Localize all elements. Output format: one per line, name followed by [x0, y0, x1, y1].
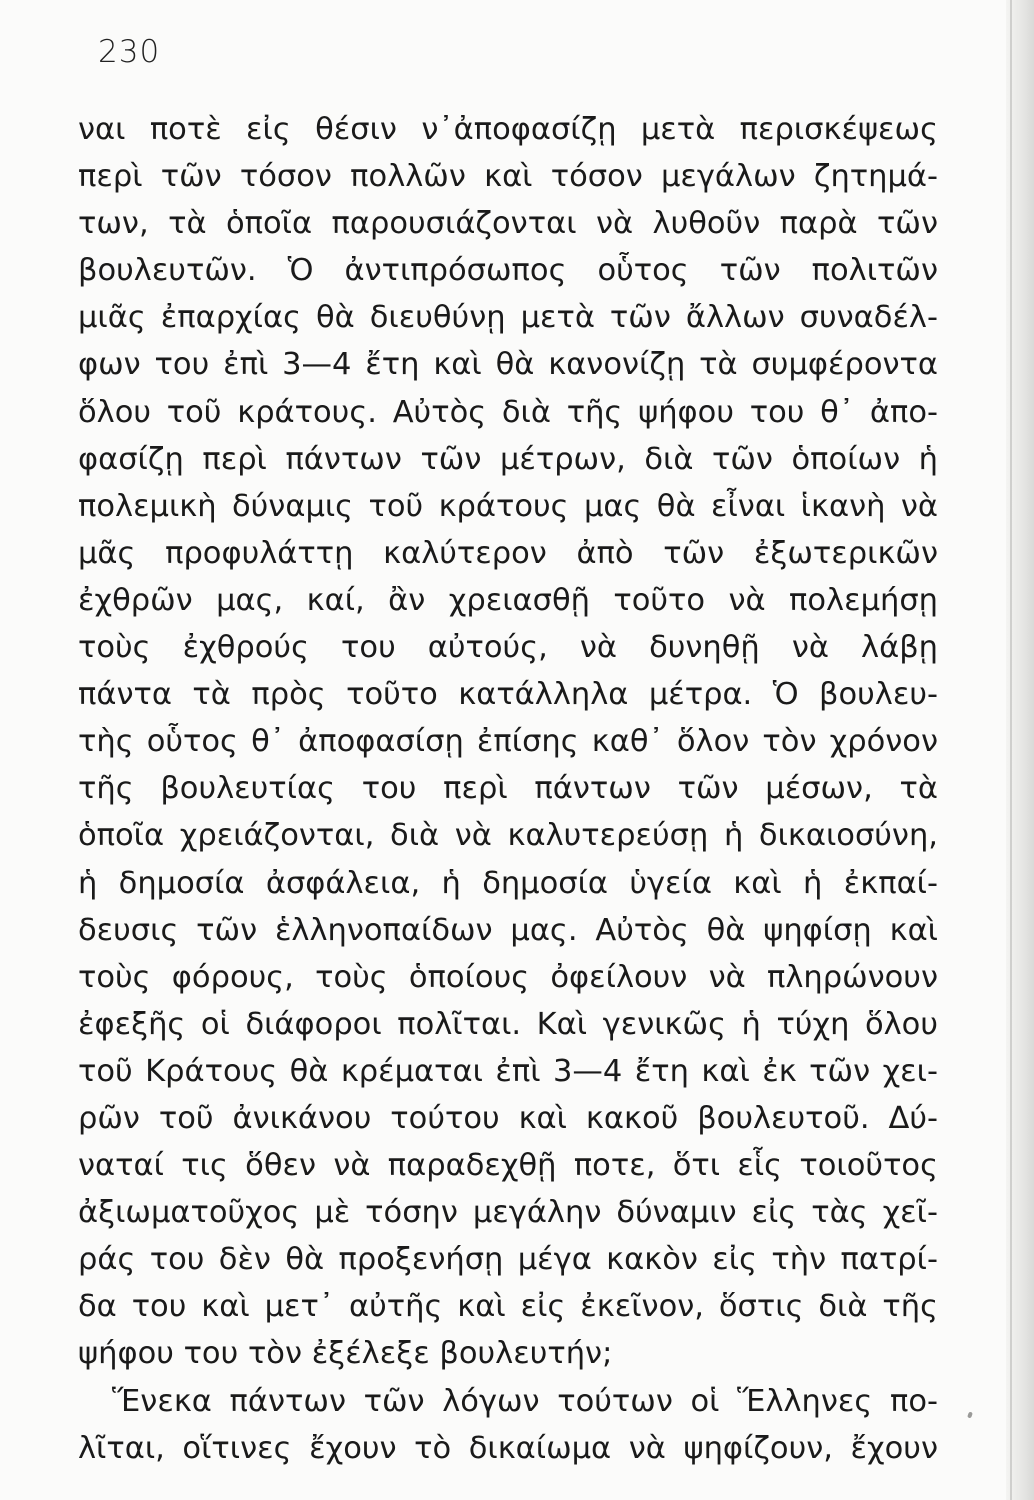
- text-line: πολεμικὴ δύναμις τοῦ κράτους μας θὰ εἶναι ἱκανὴ νὰ: [78, 488, 938, 524]
- page-number: 230: [98, 34, 161, 70]
- text-line: δα του καὶ μετ᾽ αὐτῆς καὶ εἰς ἐκεῖνον, ὅστις διὰ τῆς: [78, 1289, 938, 1325]
- text-line: των, τὰ ὁποῖα παρουσιάζονται νὰ λυθοῦν παρὰ τῶν: [78, 206, 938, 242]
- text-line: ἀξιωματοῦχος μὲ τόσην μεγάλην δύναμιν εἰς τὰς χεῖ-: [78, 1195, 938, 1231]
- text-line: τὴς οὗτος θ᾽ ἀποφασίσῃ ἐπίσης καθ᾽ ὅλον τὸν χρόνον: [78, 724, 938, 760]
- text-line: λῖται, οἵτινες ἔχουν τὸ δικαίωμα νὰ ψηφίζουν, ἔχουν: [78, 1430, 938, 1466]
- text-line: τῆς βουλευτίας του περὶ πάντων τῶν μέσων, τὰ: [78, 771, 938, 807]
- text-line: ναι ποτὲ εἰς θέσιν ν᾽ἀποφασίζῃ μετὰ περισκέψεως: [78, 112, 938, 147]
- text-line: δευσις τῶν ἑλληνοπαίδων μας. Αὐτὸς θὰ ψηφίσῃ καὶ: [78, 912, 938, 948]
- text-line: ράς του δὲν θὰ προξενήσῃ μέγα κακὸν εἰς τὴν πατρί-: [78, 1242, 938, 1278]
- text-line-paragraph-start: Ἕνεκα πάντων τῶν λόγων τούτων οἱ Ἕλληνες πο-: [112, 1383, 938, 1419]
- text-line: ὅλου τοῦ κράτους. Αὐτὸς διὰ τῆς ψήφου του θ᾽ ἀπο-: [78, 394, 938, 430]
- text-line-paragraph-end: ψήφου του τὸν ἐξέλεξε βουλευτήν;: [78, 1336, 613, 1372]
- text-line: ἐχθρῶν μας, καί, ἂν χρειασθῇ τοῦτο νὰ πολεμήσῃ: [78, 582, 938, 618]
- text-line: τοὺς ἐχθρούς του αὐτούς, νὰ δυνηθῇ νὰ λάβῃ: [78, 630, 938, 666]
- text-line: περὶ τῶν τόσον πολλῶν καὶ τόσον μεγάλων ζητημά-: [78, 159, 938, 195]
- text-line: βουλευτῶν. Ὁ ἀντιπρόσωπος οὗτος τῶν πολιτῶν: [78, 253, 938, 289]
- text-line: ἡ δημοσία ἀσφάλεια, ἡ δημοσία ὑγεία καὶ ἡ ἐκπαί-: [78, 865, 938, 901]
- paper-speck: [967, 1411, 973, 1418]
- body-text: [78, 106, 938, 1472]
- text-line: τοῦ Κράτους θὰ κρέμαται ἐπὶ 3—4 ἔτη καὶ ἐκ τῶν χει-: [78, 1053, 938, 1089]
- text-line: ὁποῖα χρειάζονται, διὰ νὰ καλυτερεύσῃ ἡ δικαιοσύνη,: [78, 818, 938, 854]
- text-line: ναταί τις ὅθεν νὰ παραδεχθῇ ποτε, ὅτι εἷς τοιοῦτος: [78, 1148, 938, 1184]
- text-line: μᾶς προφυλάττῃ καλύτερον ἀπὸ τῶν ἐξωτερικῶν: [78, 535, 938, 571]
- text-line: φων του ἐπὶ 3—4 ἔτη καὶ θὰ κανονίζῃ τὰ συμφέροντα: [78, 347, 938, 383]
- text-line: ἐφεξῆς οἱ διάφοροι πολῖται. Καὶ γενικῶς ἡ τύχη ὅλου: [78, 1006, 938, 1042]
- text-line: μιᾶς ἐπαρχίας θὰ διευθύνῃ μετὰ τῶν ἄλλων συναδέλ-: [78, 300, 938, 336]
- page-edge-line: [1010, 0, 1012, 1500]
- text-line: ρῶν τοῦ ἀνικάνου τούτου καὶ κακοῦ βουλευτοῦ. Δύ-: [78, 1100, 938, 1136]
- text-line: τοὺς φόρους, τοὺς ὁποίους ὀφείλουν νὰ πληρώνουν: [78, 959, 938, 995]
- text-line: φασίζῃ περὶ πάντων τῶν μέτρων, διὰ τῶν ὁποίων ἡ: [78, 441, 938, 477]
- text-line: πάντα τὰ πρὸς τοῦτο κατάλληλα μέτρα. Ὁ βουλευ-: [78, 677, 938, 713]
